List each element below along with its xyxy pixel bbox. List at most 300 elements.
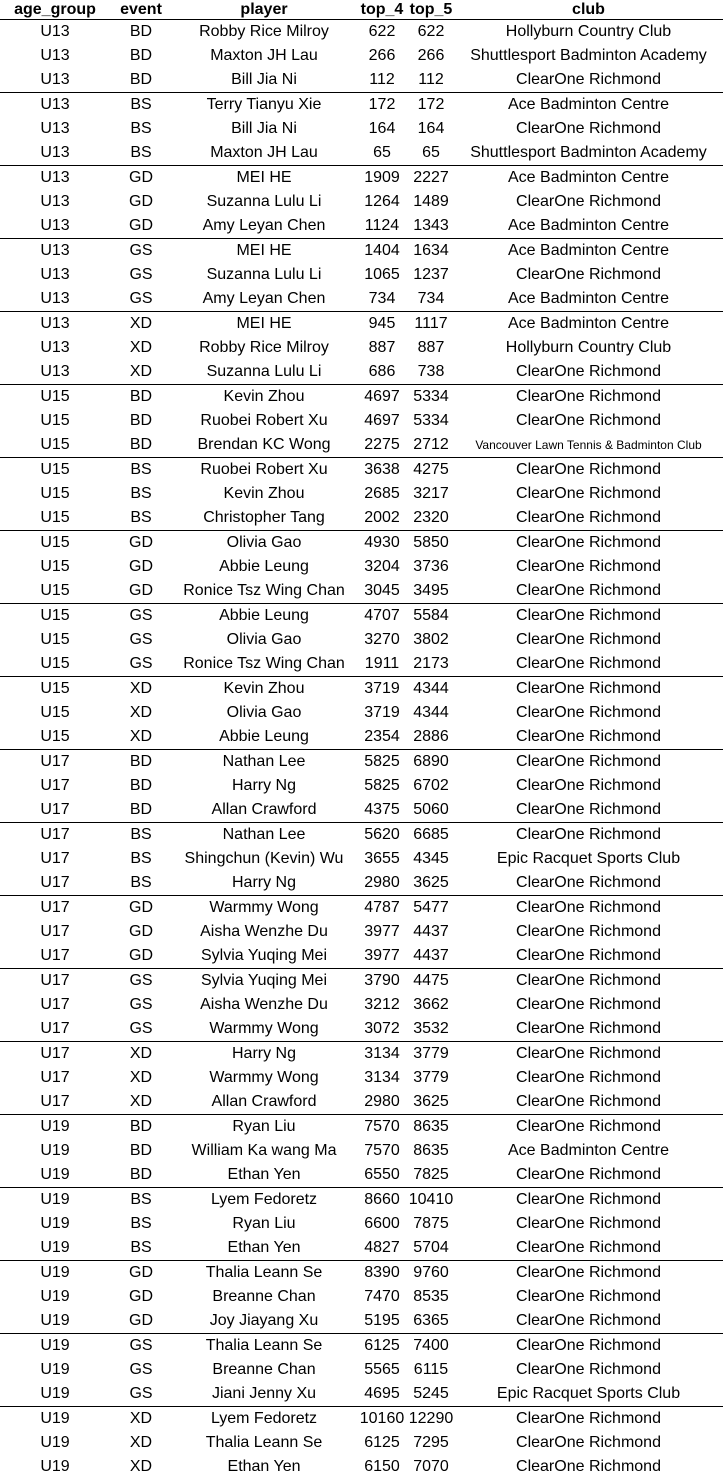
cell-top-4: 622 (356, 20, 408, 45)
cell-player: Kevin Zhou (172, 482, 356, 506)
cell-top-4: 6150 (356, 1455, 408, 1479)
table-row (0, 141, 723, 166)
cell-top-5: 3532 (408, 1017, 454, 1042)
cell-top-4: 7470 (356, 1285, 408, 1309)
cell-player: Olivia Gao (172, 701, 356, 725)
table-row (0, 1017, 723, 1042)
cell-top-5: 738 (408, 360, 454, 385)
cell-top-4: 8660 (356, 1188, 408, 1213)
cell-age-group: U19 (0, 1309, 110, 1334)
cell-age-group: U13 (0, 239, 110, 264)
table-row (0, 871, 723, 896)
table-row (0, 1212, 723, 1236)
header-age-group: age_group (0, 0, 110, 20)
cell-top-4: 65 (356, 141, 408, 166)
cell-event: BS (110, 871, 172, 896)
cell-top-5: 2173 (408, 652, 454, 677)
cell-club: ClearOne Richmond (454, 531, 723, 556)
cell-top-4: 887 (356, 336, 408, 360)
cell-player: Abbie Leung (172, 555, 356, 579)
cell-club: ClearOne Richmond (454, 1188, 723, 1213)
cell-top-4: 3212 (356, 993, 408, 1017)
cell-player: Christopher Tang (172, 506, 356, 531)
cell-top-4: 7570 (356, 1115, 408, 1140)
table-row (0, 1407, 723, 1432)
cell-player: Harry Ng (172, 1042, 356, 1067)
cell-top-4: 2275 (356, 433, 408, 458)
cell-top-4: 172 (356, 93, 408, 118)
cell-player: Thalia Leann Se (172, 1261, 356, 1286)
cell-top-5: 3625 (408, 871, 454, 896)
cell-club: ClearOne Richmond (454, 190, 723, 214)
cell-club: ClearOne Richmond (454, 1309, 723, 1334)
cell-event: BS (110, 482, 172, 506)
cell-club: ClearOne Richmond (454, 1090, 723, 1115)
cell-top-4: 266 (356, 44, 408, 68)
cell-top-4: 1404 (356, 239, 408, 264)
table-row (0, 531, 723, 556)
cell-club: ClearOne Richmond (454, 823, 723, 848)
cell-top-4: 2685 (356, 482, 408, 506)
cell-top-5: 3802 (408, 628, 454, 652)
cell-club: Ace Badminton Centre (454, 166, 723, 191)
cell-age-group: U13 (0, 68, 110, 93)
cell-club: Vancouver Lawn Tennis & Badminton Club (454, 433, 723, 458)
cell-player: Olivia Gao (172, 628, 356, 652)
cell-event: GS (110, 1358, 172, 1382)
cell-club: ClearOne Richmond (454, 1358, 723, 1382)
cell-club: ClearOne Richmond (454, 555, 723, 579)
header-player: player (172, 0, 356, 20)
cell-club: Epic Racquet Sports Club (454, 1382, 723, 1407)
cell-age-group: U17 (0, 774, 110, 798)
cell-top-4: 5195 (356, 1309, 408, 1334)
cell-event: GD (110, 944, 172, 969)
cell-event: XD (110, 1407, 172, 1432)
cell-club: ClearOne Richmond (454, 1236, 723, 1261)
cell-top-4: 8390 (356, 1261, 408, 1286)
cell-event: BS (110, 823, 172, 848)
cell-club: ClearOne Richmond (454, 1334, 723, 1359)
cell-player: Aisha Wenzhe Du (172, 993, 356, 1017)
cell-top-5: 887 (408, 336, 454, 360)
cell-event: GD (110, 1309, 172, 1334)
cell-age-group: U17 (0, 1042, 110, 1067)
cell-age-group: U17 (0, 871, 110, 896)
cell-event: BD (110, 1139, 172, 1163)
cell-age-group: U19 (0, 1285, 110, 1309)
cell-event: BS (110, 1188, 172, 1213)
cell-age-group: U19 (0, 1455, 110, 1479)
cell-top-5: 6115 (408, 1358, 454, 1382)
cell-age-group: U15 (0, 409, 110, 433)
header-row (0, 0, 723, 20)
cell-event: GS (110, 1334, 172, 1359)
table-row (0, 1455, 723, 1479)
cell-club: ClearOne Richmond (454, 482, 723, 506)
cell-event: XD (110, 1431, 172, 1455)
cell-top-5: 3217 (408, 482, 454, 506)
cell-player: MEI HE (172, 166, 356, 191)
cell-club: ClearOne Richmond (454, 750, 723, 775)
cell-age-group: U19 (0, 1188, 110, 1213)
cell-age-group: U15 (0, 652, 110, 677)
cell-top-4: 3072 (356, 1017, 408, 1042)
cell-event: GD (110, 166, 172, 191)
cell-top-4: 6550 (356, 1163, 408, 1188)
cell-club: ClearOne Richmond (454, 701, 723, 725)
table-row (0, 239, 723, 264)
cell-event: BD (110, 1115, 172, 1140)
cell-top-4: 5825 (356, 750, 408, 775)
table-row (0, 263, 723, 287)
cell-club: Ace Badminton Centre (454, 287, 723, 312)
table-row (0, 993, 723, 1017)
cell-age-group: U15 (0, 701, 110, 725)
cell-age-group: U17 (0, 798, 110, 823)
cell-event: XD (110, 701, 172, 725)
cell-event: GD (110, 1285, 172, 1309)
cell-club: ClearOne Richmond (454, 506, 723, 531)
cell-age-group: U13 (0, 287, 110, 312)
cell-player: Olivia Gao (172, 531, 356, 556)
cell-top-5: 4344 (408, 701, 454, 725)
cell-age-group: U17 (0, 969, 110, 994)
cell-top-4: 3270 (356, 628, 408, 652)
cell-top-4: 4827 (356, 1236, 408, 1261)
table-row (0, 750, 723, 775)
cell-club: ClearOne Richmond (454, 360, 723, 385)
table-row (0, 1309, 723, 1334)
cell-top-4: 6125 (356, 1334, 408, 1359)
cell-event: BD (110, 20, 172, 45)
cell-age-group: U19 (0, 1334, 110, 1359)
cell-top-4: 1065 (356, 263, 408, 287)
cell-top-4: 4930 (356, 531, 408, 556)
cell-player: Bill Jia Ni (172, 117, 356, 141)
cell-top-5: 5584 (408, 604, 454, 629)
cell-player: Suzanna Lulu Li (172, 190, 356, 214)
cell-event: BD (110, 433, 172, 458)
cell-top-4: 3638 (356, 458, 408, 483)
cell-event: GS (110, 287, 172, 312)
cell-age-group: U17 (0, 993, 110, 1017)
cell-club: ClearOne Richmond (454, 969, 723, 994)
cell-club: ClearOne Richmond (454, 579, 723, 604)
cell-player: Joy Jiayang Xu (172, 1309, 356, 1334)
header-top-4: top_4 (356, 0, 408, 20)
cell-age-group: U15 (0, 555, 110, 579)
cell-top-4: 3655 (356, 847, 408, 871)
cell-top-4: 1264 (356, 190, 408, 214)
cell-top-4: 3134 (356, 1066, 408, 1090)
cell-club: Hollyburn Country Club (454, 336, 723, 360)
cell-top-5: 6890 (408, 750, 454, 775)
table-row (0, 847, 723, 871)
cell-age-group: U17 (0, 1066, 110, 1090)
header-event: event (110, 0, 172, 20)
cell-age-group: U19 (0, 1212, 110, 1236)
cell-player: Breanne Chan (172, 1285, 356, 1309)
cell-top-4: 1124 (356, 214, 408, 239)
table-row (0, 701, 723, 725)
cell-player: Allan Crawford (172, 1090, 356, 1115)
cell-player: Lyem Fedoretz (172, 1188, 356, 1213)
cell-club: Ace Badminton Centre (454, 1139, 723, 1163)
table-row (0, 774, 723, 798)
table-row (0, 1431, 723, 1455)
cell-top-5: 4275 (408, 458, 454, 483)
cell-top-5: 6702 (408, 774, 454, 798)
cell-age-group: U19 (0, 1163, 110, 1188)
cell-top-5: 3736 (408, 555, 454, 579)
cell-player: Ethan Yen (172, 1236, 356, 1261)
cell-club: ClearOne Richmond (454, 920, 723, 944)
cell-age-group: U15 (0, 482, 110, 506)
cell-top-5: 6685 (408, 823, 454, 848)
table-row (0, 166, 723, 191)
cell-age-group: U19 (0, 1115, 110, 1140)
cell-top-5: 4437 (408, 944, 454, 969)
cell-player: Thalia Leann Se (172, 1334, 356, 1359)
cell-club: ClearOne Richmond (454, 798, 723, 823)
cell-top-4: 3134 (356, 1042, 408, 1067)
cell-player: Abbie Leung (172, 725, 356, 750)
cell-top-4: 1911 (356, 652, 408, 677)
cell-age-group: U19 (0, 1382, 110, 1407)
cell-top-4: 4707 (356, 604, 408, 629)
cell-top-4: 1909 (356, 166, 408, 191)
header-top-5: top_5 (408, 0, 454, 20)
cell-top-5: 1489 (408, 190, 454, 214)
cell-club: ClearOne Richmond (454, 677, 723, 702)
cell-age-group: U15 (0, 385, 110, 410)
cell-top-4: 4697 (356, 409, 408, 433)
cell-event: BD (110, 750, 172, 775)
cell-event: BD (110, 68, 172, 93)
cell-top-5: 2227 (408, 166, 454, 191)
cell-age-group: U17 (0, 847, 110, 871)
cell-event: GD (110, 190, 172, 214)
cell-age-group: U15 (0, 531, 110, 556)
cell-event: GS (110, 239, 172, 264)
cell-event: BD (110, 409, 172, 433)
cell-age-group: U15 (0, 725, 110, 750)
cell-age-group: U13 (0, 44, 110, 68)
cell-club: ClearOne Richmond (454, 263, 723, 287)
cell-event: BD (110, 385, 172, 410)
table-row (0, 1334, 723, 1359)
cell-event: BS (110, 1236, 172, 1261)
cell-event: BS (110, 847, 172, 871)
table-row (0, 1285, 723, 1309)
cell-player: Sylvia Yuqing Mei (172, 969, 356, 994)
cell-event: XD (110, 677, 172, 702)
cell-top-4: 5825 (356, 774, 408, 798)
cell-top-5: 2320 (408, 506, 454, 531)
cell-event: XD (110, 1455, 172, 1479)
cell-top-4: 686 (356, 360, 408, 385)
cell-club: ClearOne Richmond (454, 409, 723, 433)
cell-event: GS (110, 628, 172, 652)
table-row (0, 44, 723, 68)
cell-club: ClearOne Richmond (454, 1285, 723, 1309)
cell-player: Aisha Wenzhe Du (172, 920, 356, 944)
cell-top-4: 945 (356, 312, 408, 337)
cell-age-group: U19 (0, 1407, 110, 1432)
cell-age-group: U13 (0, 141, 110, 166)
cell-player: Breanne Chan (172, 1358, 356, 1382)
cell-top-5: 5704 (408, 1236, 454, 1261)
cell-player: Nathan Lee (172, 823, 356, 848)
cell-top-4: 2980 (356, 1090, 408, 1115)
cell-player: Maxton JH Lau (172, 141, 356, 166)
table-row (0, 1115, 723, 1140)
cell-player: Ruobei Robert Xu (172, 409, 356, 433)
cell-age-group: U19 (0, 1139, 110, 1163)
cell-event: BS (110, 458, 172, 483)
cell-club: ClearOne Richmond (454, 68, 723, 93)
table-row (0, 579, 723, 604)
cell-club: ClearOne Richmond (454, 628, 723, 652)
cell-event: GS (110, 993, 172, 1017)
cell-event: GD (110, 555, 172, 579)
table-row (0, 312, 723, 337)
cell-club: Ace Badminton Centre (454, 93, 723, 118)
cell-top-5: 7875 (408, 1212, 454, 1236)
cell-club: ClearOne Richmond (454, 896, 723, 921)
cell-top-5: 112 (408, 68, 454, 93)
table-row (0, 798, 723, 823)
cell-player: Warmmy Wong (172, 1066, 356, 1090)
cell-player: Amy Leyan Chen (172, 214, 356, 239)
cell-age-group: U13 (0, 263, 110, 287)
cell-club: Ace Badminton Centre (454, 239, 723, 264)
cell-top-4: 3977 (356, 944, 408, 969)
cell-event: GS (110, 1382, 172, 1407)
cell-club: ClearOne Richmond (454, 1066, 723, 1090)
cell-top-4: 4695 (356, 1382, 408, 1407)
cell-player: Terry Tianyu Xie (172, 93, 356, 118)
cell-player: Ronice Tsz Wing Chan (172, 579, 356, 604)
cell-top-5: 3625 (408, 1090, 454, 1115)
table-row (0, 409, 723, 433)
table-row (0, 1042, 723, 1067)
cell-top-4: 2980 (356, 871, 408, 896)
cell-age-group: U17 (0, 1017, 110, 1042)
table-row (0, 604, 723, 629)
cell-top-4: 3204 (356, 555, 408, 579)
cell-top-5: 4344 (408, 677, 454, 702)
cell-player: Amy Leyan Chen (172, 287, 356, 312)
table-row (0, 385, 723, 410)
table-row (0, 628, 723, 652)
cell-age-group: U13 (0, 360, 110, 385)
cell-top-4: 4697 (356, 385, 408, 410)
cell-club: ClearOne Richmond (454, 993, 723, 1017)
cell-top-5: 8535 (408, 1285, 454, 1309)
cell-age-group: U15 (0, 433, 110, 458)
cell-player: Ryan Liu (172, 1115, 356, 1140)
cell-top-4: 164 (356, 117, 408, 141)
header-club: club (454, 0, 723, 20)
cell-top-4: 3719 (356, 677, 408, 702)
cell-player: Harry Ng (172, 871, 356, 896)
cell-top-4: 734 (356, 287, 408, 312)
cell-club: Epic Racquet Sports Club (454, 847, 723, 871)
table-row (0, 190, 723, 214)
cell-top-5: 1237 (408, 263, 454, 287)
cell-club: ClearOne Richmond (454, 1212, 723, 1236)
cell-club: ClearOne Richmond (454, 1407, 723, 1432)
cell-top-5: 1117 (408, 312, 454, 337)
table-row (0, 920, 723, 944)
cell-event: GS (110, 652, 172, 677)
cell-top-5: 5850 (408, 531, 454, 556)
cell-event: BD (110, 44, 172, 68)
cell-player: Ethan Yen (172, 1455, 356, 1479)
table-row (0, 506, 723, 531)
cell-player: Bill Jia Ni (172, 68, 356, 93)
cell-club: ClearOne Richmond (454, 1431, 723, 1455)
cell-player: Robby Rice Milroy (172, 336, 356, 360)
table-row (0, 1139, 723, 1163)
cell-player: William Ka wang Ma (172, 1139, 356, 1163)
cell-event: GD (110, 531, 172, 556)
cell-player: Ethan Yen (172, 1163, 356, 1188)
cell-player: Nathan Lee (172, 750, 356, 775)
cell-club: Ace Badminton Centre (454, 312, 723, 337)
cell-club: Hollyburn Country Club (454, 20, 723, 45)
cell-top-5: 2712 (408, 433, 454, 458)
cell-event: XD (110, 312, 172, 337)
cell-top-5: 3779 (408, 1066, 454, 1090)
cell-top-4: 3790 (356, 969, 408, 994)
table-row (0, 1163, 723, 1188)
cell-player: Robby Rice Milroy (172, 20, 356, 45)
cell-top-5: 266 (408, 44, 454, 68)
cell-top-5: 7295 (408, 1431, 454, 1455)
cell-age-group: U13 (0, 214, 110, 239)
table-row (0, 433, 723, 458)
cell-event: XD (110, 1066, 172, 1090)
cell-player: Jiani Jenny Xu (172, 1382, 356, 1407)
table-row (0, 896, 723, 921)
cell-club: ClearOne Richmond (454, 1042, 723, 1067)
cell-event: XD (110, 725, 172, 750)
cell-age-group: U17 (0, 823, 110, 848)
table-row (0, 482, 723, 506)
cell-player: Shingchun (Kevin) Wu (172, 847, 356, 871)
cell-top-5: 3495 (408, 579, 454, 604)
cell-top-5: 4345 (408, 847, 454, 871)
table-row (0, 677, 723, 702)
cell-event: BD (110, 774, 172, 798)
cell-top-5: 164 (408, 117, 454, 141)
table-row (0, 1188, 723, 1213)
cell-top-4: 3977 (356, 920, 408, 944)
cell-club: ClearOne Richmond (454, 604, 723, 629)
cell-age-group: U17 (0, 1090, 110, 1115)
cell-top-5: 5060 (408, 798, 454, 823)
cell-club: ClearOne Richmond (454, 944, 723, 969)
cell-top-5: 5245 (408, 1382, 454, 1407)
cell-club: ClearOne Richmond (454, 1115, 723, 1140)
cell-age-group: U19 (0, 1431, 110, 1455)
cell-age-group: U19 (0, 1236, 110, 1261)
cell-club: ClearOne Richmond (454, 725, 723, 750)
cell-event: GS (110, 604, 172, 629)
